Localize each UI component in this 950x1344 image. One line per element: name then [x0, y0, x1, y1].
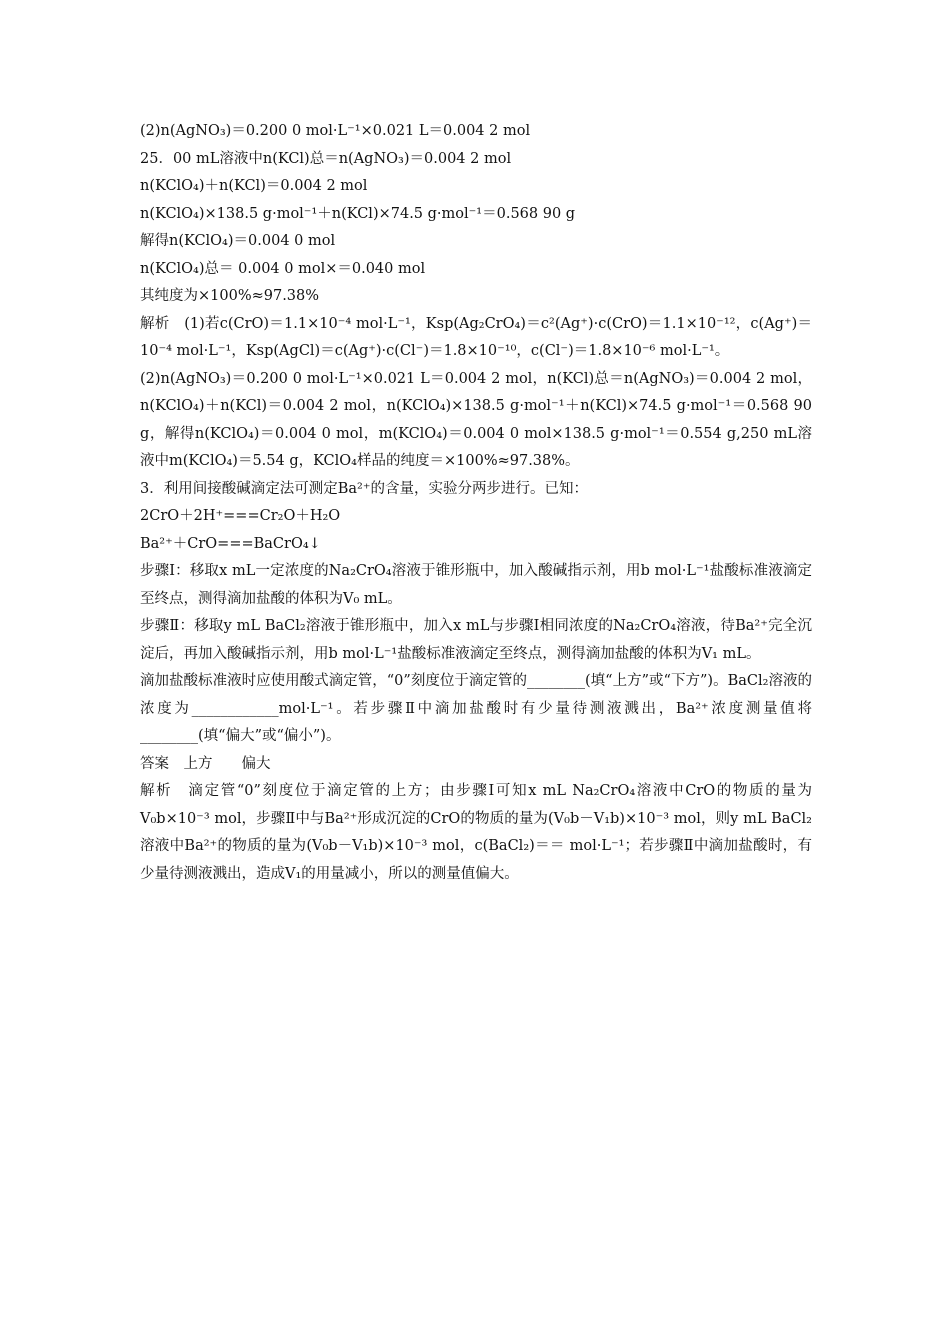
calc-line-1: (2)n(AgNO₃)＝0.200 0 mol·L⁻¹×0.021 L＝0.004 2 mol	[140, 123, 531, 139]
equation-1: 2CrO＋2H⁺===Cr₂O＋H₂O	[140, 508, 341, 524]
equation-2: Ba²⁺＋CrO===BaCrO₄↓	[140, 535, 321, 552]
calc-line-7: 其纯度为×100%≈97.38%	[140, 288, 320, 304]
calc-line-2: 25．00 mL溶液中n(KCl)总＝n(AgNO₃)＝0.004 2 mol	[140, 150, 512, 167]
calc-line-5: 解得n(KClO₄)＝0.004 0 mol	[140, 233, 336, 249]
step-2: 步骤Ⅱ：移取y mL BaCl₂溶液于锥形瓶中，加入x mL与步骤Ⅰ相同浓度的Na₂CrO₄溶液，待Ba²⁺完全沉淀后，再加入酸碱指示剂，用b mol·L⁻¹盐酸标准液滴定至终点，测得滴加盐酸的体积为V₁ mL。	[140, 618, 812, 662]
calc-line-6: n(KClO₄)总＝ 0.004 0 mol×＝0.040 mol	[140, 260, 426, 277]
calc-line-4: n(KClO₄)×138.5 g·mol⁻¹＋n(KCl)×74.5 g·mol⁻¹＝0.568 90 g	[140, 205, 576, 222]
analysis-part-3: 解析 滴定管“0”刻度位于滴定管的上方；由步骤Ⅰ可知x mL Na₂CrO₄溶液中CrO的物质的量为V₀b×10⁻³ mol，步骤Ⅱ中与Ba²⁺形成沉淀的CrO的物质的量为(V₀b－V₁b)×10⁻³ mol，则y mL BaCl₂溶液中Ba²⁺的物质的量为(V₀b－V₁b)×10⁻³ mol，c(BaCl₂)＝＝ mol·L⁻¹；若步骤Ⅱ中滴加盐酸时，有少量待测液溅出，造成V₁的用量减小，所以的测量值偏大。	[140, 783, 812, 882]
analysis-part-2: (2)n(AgNO₃)＝0.200 0 mol·L⁻¹×0.021 L＝0.004 2 mol，n(KCl)总＝n(AgNO₃)＝0.004 2 mol，n(KClO₄)＋n(KCl)＝0.004 2 mol，n(KClO₄)×138.5 g·mol⁻¹＋n(KCl)×74.5 g·mol⁻¹＝0.568 90 g，解得n(KClO₄)＝0.004 0 mol，m(KClO₄)＝0.004 0 mol×138.5 g·mol⁻¹＝0.554 g,250 mL溶液中m(KClO₄)＝5.54 g，KClO₄样品的纯度＝×100%≈97.38%。	[140, 370, 812, 469]
analysis-part-1: 解析 (1)若c(CrO)＝1.1×10⁻⁴ mol·L⁻¹，Ksp(Ag₂CrO₄)＝c²(Ag⁺)·c(CrO)＝1.1×10⁻¹²，c(Ag⁺)＝10⁻⁴ mol·L⁻¹，Ksp(AgCl)＝c(Ag⁺)·c(Cl⁻)＝1.8×10⁻¹⁰，c(Cl⁻)＝1.8×10⁻⁶ mol·L⁻¹。	[140, 315, 812, 359]
answer-line: 答案 上方 偏大	[140, 755, 271, 772]
document-page	[140, 118, 812, 888]
step-1: 步骤Ⅰ：移取x mL一定浓度的Na₂CrO₄溶液于锥形瓶中，加入酸碱指示剂，用b mol·L⁻¹盐酸标准液滴定至终点，测得滴加盐酸的体积为V₀ mL。	[140, 563, 812, 607]
question-3-intro: 3．利用间接酸碱滴定法可测定Ba²⁺的含量，实验分两步进行。已知：	[140, 480, 588, 497]
calc-line-3: n(KClO₄)＋n(KCl)＝0.004 2 mol	[140, 178, 368, 194]
question-text: 滴加盐酸标准液时应使用酸式滴定管，“0”刻度位于滴定管的________(填“上方”或“下方”)。BaCl₂溶液的浓度为____________mol·L⁻¹。若步骤Ⅱ中滴加盐酸时有少量待测液溅出，Ba²⁺浓度测量值将________(填“偏大”或“偏小”)。	[140, 673, 812, 744]
